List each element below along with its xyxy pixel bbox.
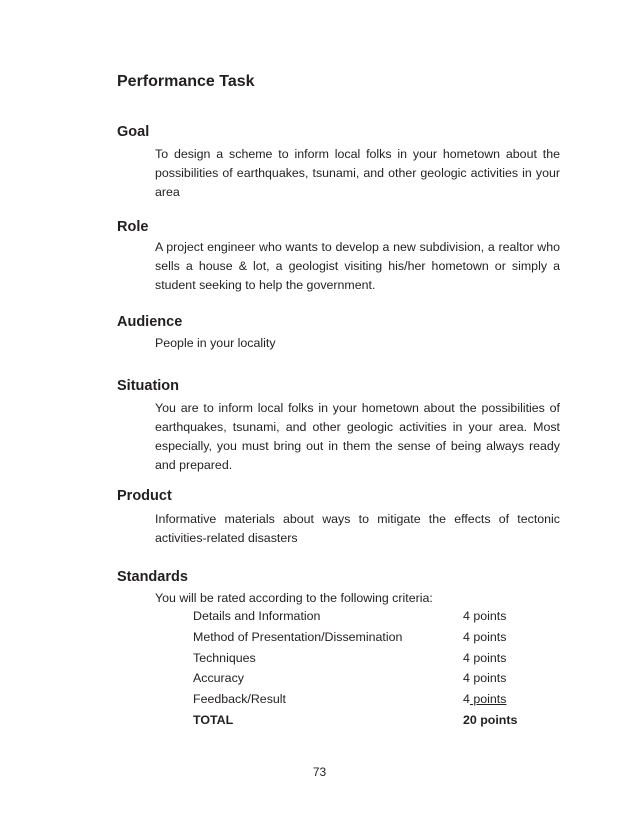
audience-heading: Audience [117, 314, 183, 330]
audience-text: People in your locality [155, 336, 276, 350]
criteria-row [193, 692, 523, 713]
criteria-points: 4 points [463, 629, 507, 644]
page-number: 73 [312, 765, 327, 779]
product-heading: Product [117, 488, 172, 504]
role-heading: Role [117, 219, 149, 235]
goal-text: To design a scheme to inform local folks in your hometown about the possibilities of earthquakes, tsunami, and other geologic activities in your area [155, 147, 560, 199]
criteria-row [193, 609, 523, 630]
criteria-name: Techniques [193, 650, 256, 665]
criteria-name: Details and Information [193, 609, 321, 623]
criteria-points-number: 4 [463, 692, 470, 707]
criteria-row [193, 630, 523, 651]
criteria-total-row [193, 713, 523, 734]
criteria-name: Feedback/Result [193, 692, 286, 707]
situation-heading: Situation [117, 378, 180, 394]
criteria-points: 4 points [463, 650, 507, 665]
total-points: 20 points [463, 712, 518, 727]
total-label: TOTAL [193, 712, 234, 727]
criteria-row [193, 671, 523, 692]
situation-text: You are to inform local folks in your hometown about the possibilities of earthquakes, tsunami, and other geologic activities in your area. Most especially, you must bring out in them the sense of being always ready and prepared. [155, 401, 560, 472]
criteria-points: 4 points [463, 671, 507, 686]
criteria-row [193, 651, 523, 672]
standards-heading: Standards [117, 569, 188, 585]
criteria-points [463, 692, 506, 706]
criteria-name: Method of Presentation/Dissemination [193, 629, 403, 644]
criteria-points: 4 points [463, 609, 507, 623]
criteria-name: Accuracy [193, 671, 244, 686]
page-title: Performance Task [117, 73, 255, 90]
criteria-table [193, 609, 523, 734]
goal-heading: Goal [117, 124, 150, 140]
criteria-points-unit: points [469, 692, 507, 707]
standards-intro: You will be rated according to the following criteria: [155, 591, 433, 605]
product-text: Informative materials about ways to mitigate the effects of tectonic activities-related disasters [155, 512, 560, 545]
role-text: A project engineer who wants to develop a new subdivision, a realtor who sells a house & lot, a geologist visiting his/her hometown or simply a student seeking to help the government. [155, 240, 560, 292]
